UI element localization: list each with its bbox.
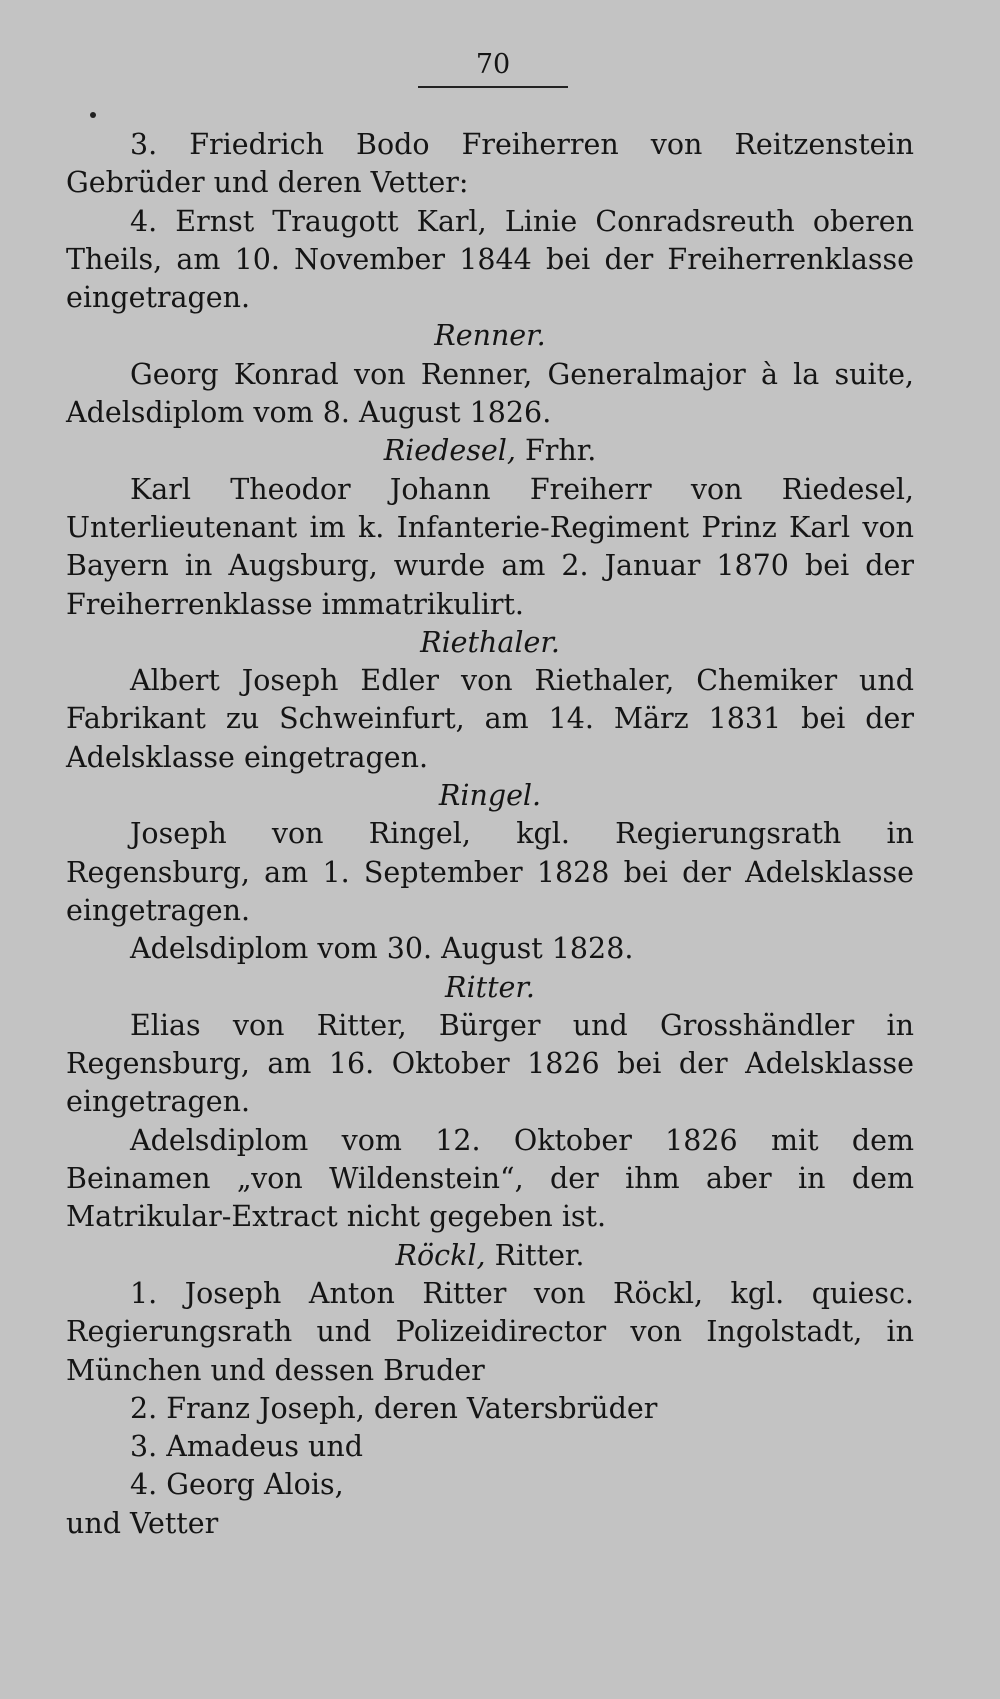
entry-paragraph: Elias von Ritter, Bürger und Grosshändler in Regensburg, am 16. Oktober 1826 bei der Adelsklasse eingetragen.	[66, 1008, 914, 1119]
entry-paragraph: Adelsdiplom vom 12. Oktober 1826 mit dem Beinamen „von Wildenstein“, der ihm aber in dem Matrikular-Extract nicht gegeben ist.	[66, 1123, 914, 1234]
entry-paragraph: 4. Ernst Traugott Karl, Linie Conradsreuth oberen Theils, am 10. November 1844 bei der Freiherrenklasse eingetragen.	[66, 204, 914, 315]
entry-paragraph: 1. Joseph Anton Ritter von Röckl, kgl. quiesc. Regierungsrath und Polizeidirector von Ingolstadt, in München und dessen Bruder	[66, 1276, 914, 1387]
entry-paragraph: 3. Amadeus und	[130, 1430, 363, 1464]
title-suffix: Ritter.	[485, 1238, 585, 1272]
entry-heading	[66, 624, 914, 662]
family-name: Ritter.	[445, 970, 535, 1004]
family-name: Ringel.	[438, 779, 542, 813]
entry-paragraph: Karl Theodor Johann Freiherr von Riedesel, Unterlieutenant im k. Infanterie-Regiment Prinz Karl von Bayern in Augsburg, wurde am 2. Januar 1870 bei der Freiherrenklasse immatrikulirt.	[66, 472, 914, 621]
family-name: Röckl,	[395, 1238, 486, 1272]
entry-heading	[66, 1237, 914, 1275]
entry-paragraph: Albert Joseph Edler von Riethaler, Chemiker und Fabrikant zu Schweinfurt, am 14. März 1831 bei der Adelsklasse eingetragen.	[66, 664, 914, 774]
entry-paragraph: Georg Konrad von Renner, Generalmajor à la suite, Adelsdiplom vom 8. August 1826.	[66, 357, 914, 430]
ink-speck	[90, 112, 96, 118]
entry-heading	[66, 777, 914, 815]
entry-paragraph: Joseph von Ringel, kgl. Regierungsrath in Regensburg, am 1. September 1828 bei der Adelsklasse eingetragen.	[66, 817, 914, 927]
title-suffix: Frhr.	[515, 434, 597, 468]
family-name: Riethaler.	[420, 625, 560, 659]
entry-paragraph: 4. Georg Alois,	[130, 1468, 344, 1502]
entry-heading	[66, 969, 914, 1007]
entry-paragraph: und Vetter	[66, 1506, 219, 1540]
page-number: 70	[418, 48, 568, 88]
page-body	[66, 126, 914, 1543]
entry-paragraph: 2. Franz Joseph, deren Vatersbrüder	[130, 1391, 658, 1425]
entry-paragraph: 3. Friedrich Bodo Freiherren von Reitzenstein Gebrüder und deren Vetter:	[66, 128, 914, 200]
entry-heading	[66, 317, 914, 355]
entry-heading	[66, 432, 914, 470]
family-name: Renner.	[434, 319, 546, 353]
entry-paragraph: Adelsdiplom vom 30. August 1828.	[130, 932, 634, 966]
family-name: Riedesel,	[383, 434, 516, 468]
